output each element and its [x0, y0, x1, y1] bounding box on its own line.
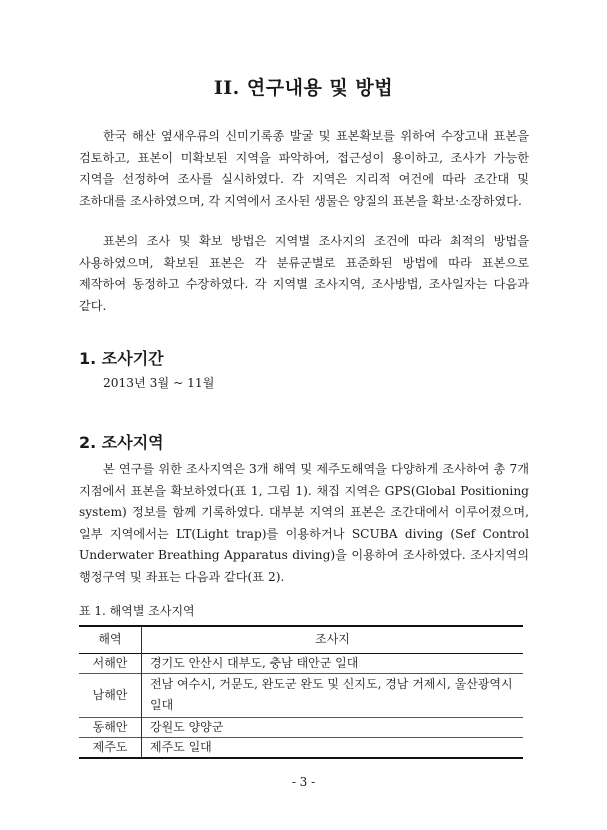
sites-cell: 강원도 양양군 [142, 717, 524, 737]
page-number: - 3 - [291, 775, 316, 789]
survey-area-paragraph: 본 연구를 위한 조사지역은 3개 해역 및 제주도해역을 다양하게 조사하여 총 7개 지점에서 표본을 확보하였다(표 1, 그림 1). 채집 지역은 GPS(Global Positioning system) 정보를 함께 기록하였다. 대부분 지역의 표본은 조간대에서 이루어졌으며, 일부 지역에서는 LT(Light trap)를 이용하거나 SCUBA diving (Sef Control Underwater Breathing Apparatus diving)을 이용하여 조사하였다. 조사지역의 행정구역 및 좌표는 다음과 같다(표 2). [79, 462, 529, 584]
table-row [79, 737, 523, 758]
chapter-title: II. 연구내용 및 방법 [213, 77, 394, 99]
header-sites: 조사지 [142, 626, 524, 653]
region-cell: 동해안 [92, 719, 128, 734]
table-row [79, 717, 523, 737]
region-cell: 남해안 [92, 687, 128, 702]
table-header-row [79, 626, 523, 653]
table-caption: 표 1. 해역별 조사지역 [79, 604, 195, 618]
region-cell: 제주도 [92, 739, 128, 754]
region-cell: 서해안 [92, 655, 128, 670]
intro-paragraph-2: 표본의 조사 및 확보 방법은 지역별 조사지의 조건에 따라 최적의 방법을 사용하였으며, 확보된 표본은 각 분류군별로 표준화된 방법에 따라 표본으로 제작하여 동정하고 수장하였다. 각 지역별 조사지역, 조사방법, 조사일자는 다음과 같다. [79, 234, 529, 313]
survey-region-table [79, 625, 523, 759]
sites-cell: 경기도 안산시 대부도, 충남 태안군 일대 [142, 653, 524, 673]
header-region: 해역 [98, 632, 122, 647]
sites-cell: 제주도 일대 [142, 737, 524, 758]
survey-period-text: 2013년 3월 ~ 11월 [103, 376, 215, 390]
table-row [79, 653, 523, 673]
section-heading-survey-period: 1. 조사기간 [79, 349, 164, 368]
section-heading-survey-area: 2. 조사지역 [79, 433, 164, 452]
sites-cell: 전남 여수시, 거문도, 완도군 완도 및 신지도, 경남 거제시, 울산광역시 일대 [142, 673, 524, 717]
table-row [79, 673, 523, 717]
intro-paragraph-1: 한국 해산 옆새우류의 신미기록종 발굴 및 표본확보를 위하여 수장고내 표본을 검토하고, 표본이 미확보된 지역을 파악하여, 접근성이 용이하고, 조사가 가능한 지역을 선정하여 조사를 실시하였다. 각 지역은 지리적 여건에 따라 조간대 및 조하대를 조사하였으며, 각 지역에서 조사된 생물은 양질의 표본을 확보·소장하였다. [79, 129, 529, 208]
